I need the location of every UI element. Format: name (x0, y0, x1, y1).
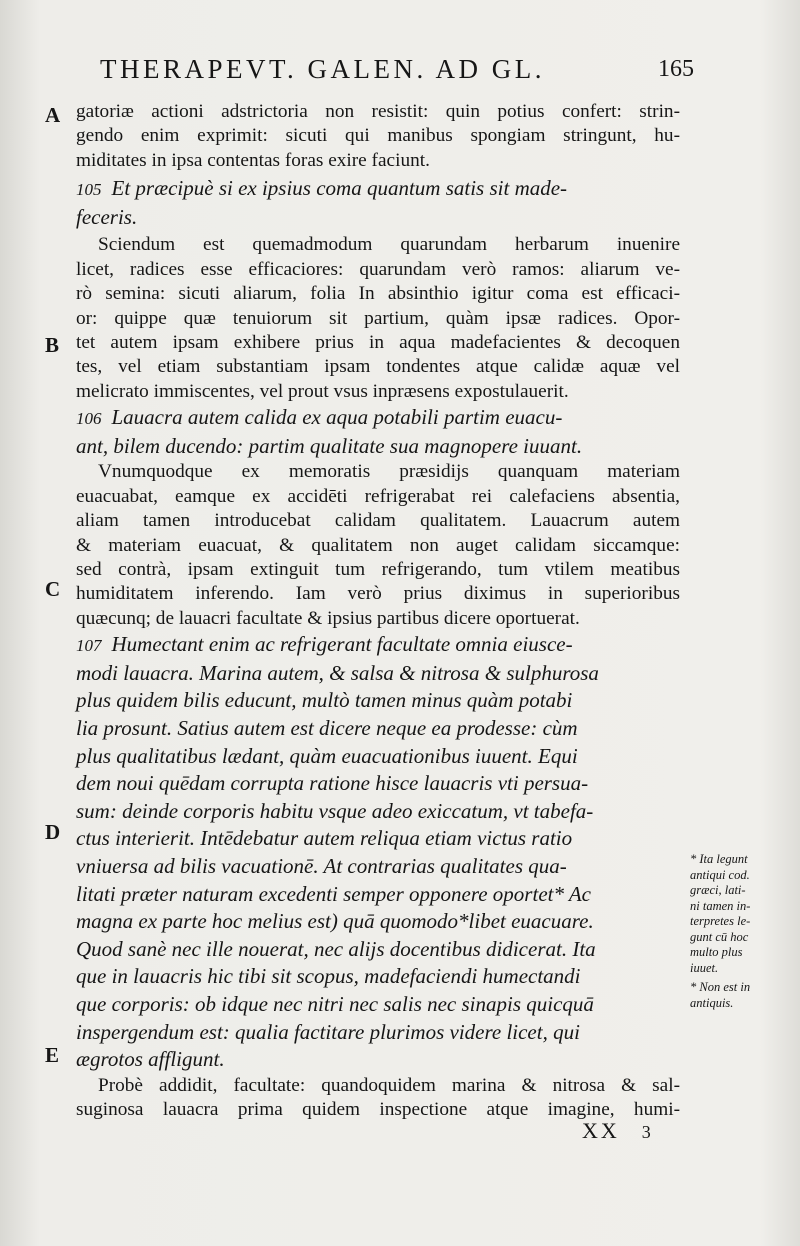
aphorism-line: lia prosunt. Satius autem est dicere neque ea prodesse: cùm (76, 716, 578, 741)
aphorism-line: Quod sanè nec ille nouerat, nec alijs docentibus didicerat. Ita (76, 936, 596, 961)
text-line: licet, radices esse efficaciores: quarundam verò ramos: aliarum ve- (76, 258, 680, 280)
text-line: aliam tamen introducebat calidam qualitatem. Lauacrum autem (76, 510, 680, 532)
aphorism-line: 106 Lauacra autem calida ex aqua potabili partim euacu- (76, 405, 563, 430)
aphorism-line: inspergendum est: qualia factitare plurimos videre licet, qui (76, 1019, 580, 1044)
aphorism-line: plus quidem bilis educunt, multò tamen minus quàm potabi (76, 688, 573, 713)
side-note-line: * Non est in (690, 980, 751, 994)
side-note-line: gunt cū hoc (690, 929, 749, 944)
text-line: & materiam euacuat, & qualitatem non auget calidam siccamque: (76, 534, 680, 556)
text-line: Vnumquodque ex memoratis præsidijs quanquam materiam (98, 461, 680, 483)
running-header (100, 54, 694, 85)
text-line: melicrato immiscentes, vel prout vsus inpræsens expostulauerit. (76, 380, 569, 402)
aphorism-line: plus qualitatibus lædant, quàm euacuationibus iuuent. Equi (76, 743, 578, 768)
aphorism-line: sum: deinde corporis habitu vsque adeo exiccatum, vt tabefa- (76, 798, 594, 823)
text-line: miditates in ipsa contentas foras exire faciunt. (76, 149, 430, 171)
signature-letters: XX (582, 1118, 620, 1143)
aphorism-line: ægrotos affligunt. (76, 1047, 225, 1072)
aphorism-line: 107 Humectant enim ac refrigerant facultate omnia eiusce- (76, 632, 573, 657)
side-note-line: multo plus (690, 945, 743, 959)
text-line: Sciendum est quemadmodum quarundam herbarum inuenire (98, 234, 680, 256)
aphorism-line: modi lauacra. Marina autem, & salsa & nitrosa & sulphurosa (76, 660, 599, 685)
aphorism-line: vniuersa ad bilis vacuationē. At contrarias qualitates qua- (76, 854, 567, 879)
aphorism-line: feceris. (76, 204, 138, 229)
text-line: tet autem ipsam exhibere prius in aqua madefacientes & decoquen (76, 332, 680, 354)
aphorism-line: magna ex parte hoc melius est) quā quomodo*libet euacuare. (76, 909, 594, 934)
margin-letter-a: A (45, 103, 61, 127)
header-title: THERAPEVT. GALEN. AD GL. (100, 54, 545, 84)
side-note-line: ni tamen in- (690, 898, 751, 913)
side-note-line: iuuet. (690, 960, 719, 975)
aphorism-line: litati præter naturam excedenti semper opponere oportet* Ac (76, 881, 591, 906)
signature-mark (582, 1118, 654, 1144)
text-line: gendo enim exprimit: sicuti qui manibus spongiam stringunt, hu- (76, 125, 680, 147)
text-line: humiditatem inferendo. Iam verò prius diximus in superioribus (76, 583, 680, 605)
signature-number: 3 (641, 1122, 654, 1142)
side-note-line: antiquis. (690, 995, 734, 1010)
aphorism-line: que corporis: ob idque nec nitri nec salis nec sinapis quicquā (76, 992, 594, 1016)
text-line: gatoriæ actioni adstrictoria non resistit: quin potius confert: strin- (76, 101, 680, 122)
page-number: 165 (658, 56, 694, 82)
text-line: rò semina: sicuti aliarum, folia In absinthio igitur coma est efficaci- (76, 283, 680, 305)
section-number: 107 (76, 636, 102, 656)
text-line: Probè addidit, facultate: quandoquidem marina & nitrosa & sal- (98, 1074, 680, 1096)
text-line: suginosa lauacra prima quidem inspectione atque imagine, humi- (76, 1099, 680, 1121)
text-line: quæcunq; de lauacri facultate & ipsius partibus dicere oportuerat. (76, 607, 580, 629)
margin-letter-e: E (45, 1043, 60, 1067)
section-number: 106 (76, 409, 102, 429)
aphorism-line: ctus interierit. Intēdebatur autem reliqua etiam victus ratio (76, 826, 573, 851)
aphorism-line: 105 Et præcipuè si ex ipsius coma quantum satis sit made- (76, 176, 568, 201)
text-line: or: quippe quæ tenuiorum sit partium, quàm ipsæ radices. Opor- (76, 307, 680, 329)
text-line: euacuabat, eamque ex accidēti refrigerabat rei calefaciens absentia, (76, 485, 680, 507)
side-note-line: * Ita legunt (690, 852, 748, 866)
text-line: sed contrà, ipsam extinguit tum refrigerando, tum vtilem meatibus (76, 559, 680, 581)
side-note-line: terpretes le- (690, 914, 751, 928)
aphorism-line: que in lauacris hic tibi sit scopus, madefaciendi humectandi (76, 964, 581, 989)
margin-letter-b: B (45, 333, 60, 357)
section-number: 105 (76, 180, 102, 200)
aphorism-line: ant, bilem ducendo: partim qualitate sua magnopere iuuant. (76, 433, 583, 458)
aphorism-line: dem noui quēdam corrupta ratione hisce lauacris vti persua- (76, 771, 589, 796)
margin-letter-c: C (45, 577, 61, 601)
side-note-line: antiqui cod. (690, 867, 750, 882)
margin-letter-d: D (45, 820, 61, 844)
text-line: tes, vel etiam substantiam ipsam tondentes atque calidæ aquæ vel (76, 356, 680, 378)
side-notes (690, 852, 798, 1011)
text-body (76, 100, 680, 1123)
side-note-line: græci, lati- (690, 883, 746, 897)
